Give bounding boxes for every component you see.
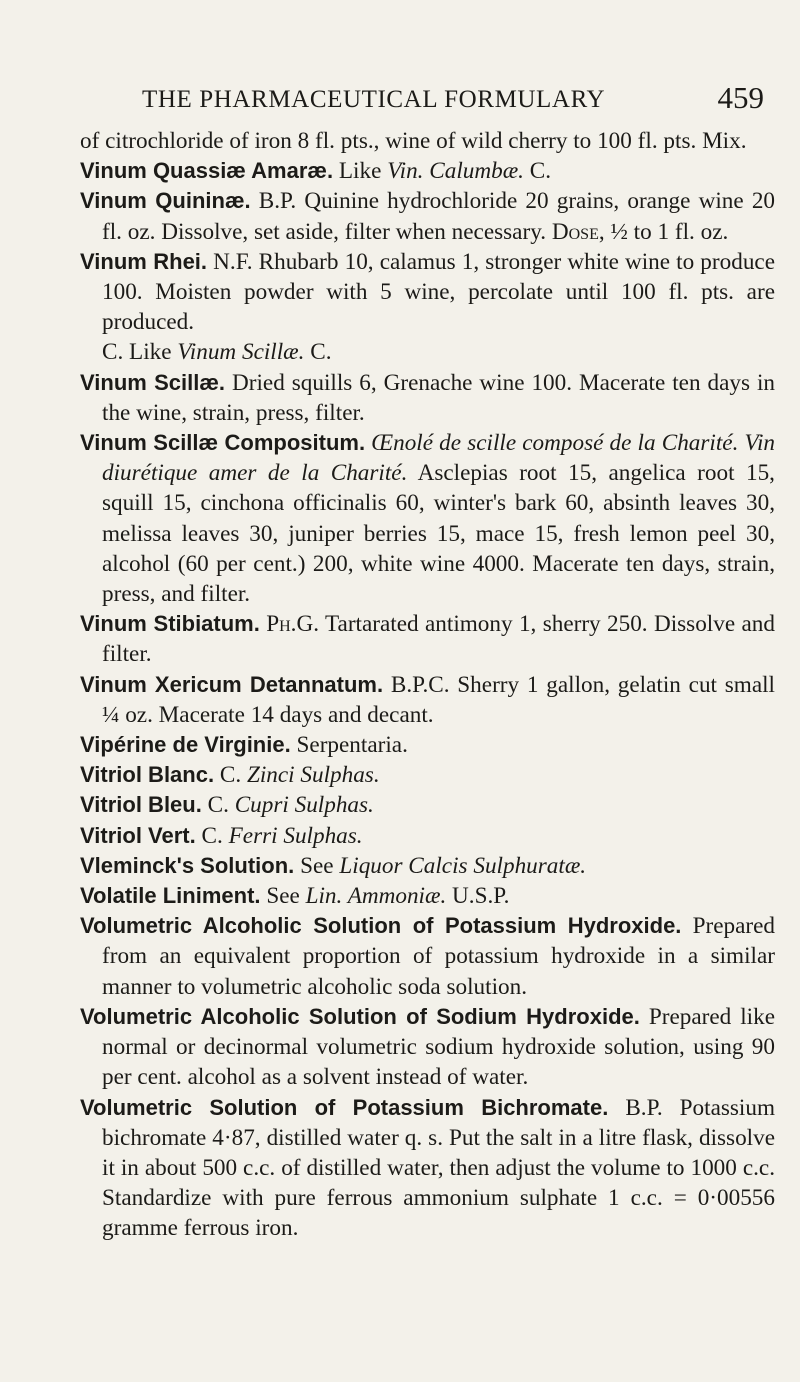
entry-headword: Vipérine de Virginie.: [80, 732, 291, 758]
entry-tail: U.S.P.: [452, 883, 510, 910]
dose-label: Dose,: [551, 218, 605, 245]
entry-volatile-liniment: [80, 881, 775, 911]
entry-vinum-scillae: [80, 368, 775, 428]
entry-text: Dried squills 6, Grenache wine 100. Macerate ten days in the wine, strain, press, filter.: [102, 369, 776, 426]
entry-reference: Vin. Calumbæ.: [387, 158, 524, 185]
entry-headword: Vinum Scillæ Compositum.: [80, 430, 366, 456]
entry-headword: Vitriol Bleu.: [80, 792, 202, 818]
entry-headword: Volumetric Alcoholic Solution of Potassium Hydroxide.: [80, 913, 682, 939]
entry-text: C.: [201, 822, 223, 849]
entry-tail: C.: [310, 339, 332, 366]
entry-text: Tartarated antimony 1, sherry 250. Dissolve and filter.: [102, 611, 775, 668]
entry-vinum-quininae: [80, 186, 775, 246]
entry-reference: Liquor Calcis Sulphuratæ.: [339, 852, 587, 879]
entry-headword: Vinum Quininæ.: [80, 188, 251, 214]
entry-subtext: C. Like: [102, 339, 172, 366]
entry-headword: Vinum Xericum Detannatum.: [80, 671, 384, 697]
entry-text: See: [300, 852, 334, 879]
entry-pharmacopoeia-code: Ph.G.: [266, 611, 320, 638]
entry-vitriol-bleu: [80, 790, 775, 820]
entry-headword: Vinum Rhei.: [80, 248, 208, 274]
entry-text: B.P. Quinine hydrochloride 20 grains, orange wine 20 fl. oz. Dissolve, set aside, filter when necessary.: [102, 188, 776, 245]
entry-text: of citrochloride of iron 8 fl. pts., wine of wild cherry to 100 fl. pts. Mix.: [80, 128, 747, 154]
entry-viperine-de-virginie: [80, 730, 775, 760]
entry-reference: Lin. Ammoniæ.: [305, 883, 447, 910]
entry-text: C.: [207, 792, 229, 819]
entry-vinum-xericum-detannatum: [80, 670, 775, 730]
entry-headword: Vitriol Blanc.: [80, 762, 215, 788]
entry-text: Prepared like normal or decinormal volumetric sodium hydroxide solution, using 90 per cent. alcohol as a solvent instead of water.: [102, 1003, 775, 1091]
entry-text: See: [266, 883, 300, 910]
entry-tail: C.: [529, 158, 552, 185]
entry-volumetric-potassium-bichromate: [80, 1093, 775, 1244]
entry-vinum-scillae-compositum: [80, 428, 775, 609]
entry-text: Prepared from an equivalent proportion of potassium hydroxide in a similar manner to volumetric alcoholic soda solution.: [102, 913, 776, 1000]
entry-volumetric-alcoholic-sodium-hydroxide: [80, 1002, 775, 1093]
entry-reference: Œnolé de scille composé de la Charité. Vin diurétique amer de la Charité.: [102, 430, 775, 487]
entry-headword: Vleminck's Solution.: [80, 852, 295, 878]
entry-reference: Cupri Sulphas.: [234, 792, 374, 819]
formulary-text: [80, 126, 775, 1244]
entry-volumetric-alcoholic-potassium-hydroxide: [80, 911, 775, 1002]
entry-headword: Vinum Scillæ.: [80, 369, 226, 395]
running-title: THE PHARMACEUTICAL FORMULARY: [142, 86, 606, 113]
entry-headword: Volumetric Solution of Potassium Bichromate.: [80, 1094, 609, 1120]
entry-tail: ½ to 1 fl. oz.: [610, 218, 729, 245]
entry-headword: Vinum Stibiatum.: [80, 611, 260, 637]
entry-text: N.F. Rhubarb 10, calamus 1, stronger white wine to produce 100. Moisten powder with 5 wine, percolate until 100 fl. pts. are produced.: [102, 248, 775, 336]
entry-text: Like: [338, 158, 382, 185]
entry-vitriol-vert: [80, 821, 775, 851]
entry-text: B.P.C. Sherry 1 gallon, gelatin cut small ¼ oz. Macerate 14 days and decant.: [102, 671, 776, 728]
entry-text: Asclepias root 15, angelica root 15, squill 15, cinchona officinalis 60, winter's bark 60, absinth leaves 30, melissa leaves 30, juniper berries 15, mace 15, fresh lemon peel 30, alcohol (60 per cent.) 200, white wine 4000. Macerate ten days, strain, press, and filter.: [102, 460, 775, 608]
entry-vinum-quassiae-amarae: [80, 156, 775, 186]
entry-vinum-rhei: [80, 247, 775, 368]
entry-vlemincks-solution: [80, 851, 775, 881]
entry-headword: Volatile Liniment.: [80, 883, 261, 909]
entry-headword: Vitriol Vert.: [80, 822, 196, 848]
entry-continuation: [80, 126, 775, 156]
entry-text: C.: [219, 762, 242, 789]
entry-reference: Zinci Sulphas.: [246, 762, 380, 789]
entry-text: Serpentaria.: [296, 732, 408, 759]
page-number: 459: [717, 80, 764, 115]
entry-headword: Vinum Quassiæ Amaræ.: [80, 158, 334, 184]
entry-reference: Vinum Scillæ.: [177, 339, 305, 366]
page-header: [142, 80, 764, 120]
entry-text: B.P. Potassium bichromate 4·87, distilled water q. s. Put the salt in a litre flask, dissolve it in about 500 c.c. of distilled water, then adjust the volume to 1000 c.c. Standardize with pure ferrous ammonium sulphate 1 c.c. = 0·00556 gramme ferrous iron.: [102, 1094, 776, 1242]
entry-vitriol-blanc: [80, 760, 775, 790]
entry-headword: Volumetric Alcoholic Solution of Sodium Hydroxide.: [80, 1003, 640, 1029]
entry-vinum-stibiatum: [80, 609, 775, 669]
entry-reference: Ferri Sulphas.: [228, 822, 363, 849]
